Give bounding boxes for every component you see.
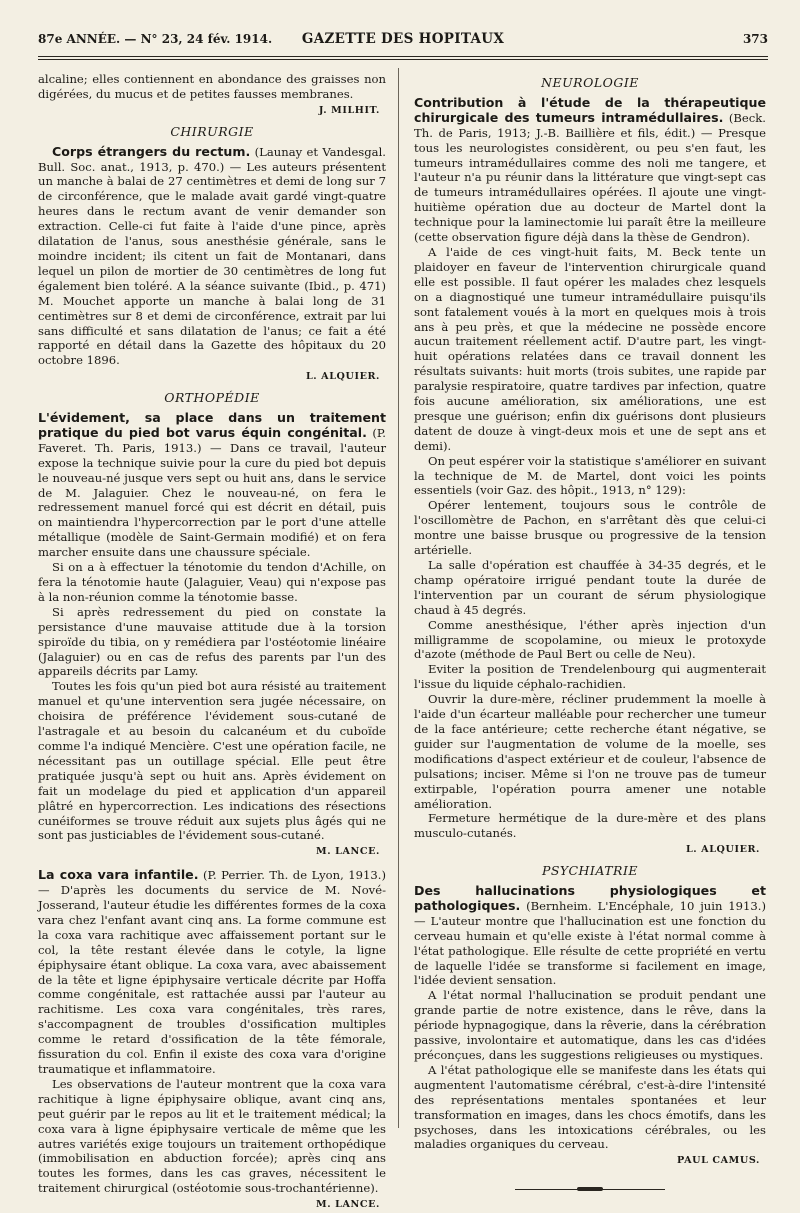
article-title: L'évidement, sa place dans un traitement pratique du pied bot varus équin congénital. <box>38 410 386 440</box>
intro-paragraph: alcaline; elles contiennent en abondance des graisses non digérées, du mucus et de petites fausses membranes. <box>38 72 386 101</box>
paragraph: Eviter la position de Trendelenbourg qui augmenterait l'issue du liquide céphalo-rachidien. <box>414 662 766 692</box>
header-rule-bottom <box>38 59 768 60</box>
paragraph: La salle d'opération est chauffée à 34-35 degrés, et le champ opératoire irrigué pendant toute la durée de l'intervention par un courant de sérum physiologique chaud à 45 degrés. <box>414 558 766 617</box>
section-heading-psychiatrie: PSYCHIATRIE <box>541 863 639 879</box>
section-heading-neurologie: NEUROLOGIE <box>541 75 639 90</box>
signature: M. LANCE. <box>316 1199 380 1211</box>
paragraph: A l'aide de ces vingt-huit faits, M. Beck tente un plaidoyer en faveur de l'intervention chirurgicale quand elle est possible. Il faut opérer les malades chez lesquels on a diagnostiqué une tumeur intramédullaire puisqu'ils sont fatalement voués à la mort en quelques mois à trois ans à peu près, et que la médecine ne possède encore aucun traitement réellement actif. D'autre part, les vingt-huit opérations relatées dans ce travail donnent les résultats suivants: huit morts (trois subites, une rapide par paralysie respiratoire, quatre tardives par infection, quatre fois aucune amélioration, six améliorations, une est presque une guérison; enfin dix guérisons dont plusieurs datent de douze à vingt-deux mois et une de sept ans et demi). <box>414 244 766 453</box>
article-text: (P. Perrier. Th. de Lyon, 1913.) — D'après les documents du service de M. Nové-Josserand, l'auteur étudie les différentes formes de la coxa vara chez l'enfant avant cinq ans. La forme commune est la coxa vara rachitique avec affaissement portant sur le col, la tête restant élevée dans le cotyle, la ligne épiphysaire étant oblique. La coxa vara, avec abaissement de la tête et ligne épiphysaire verticale décrite par Hoffa comme congénitale, est rattachée aussi par l'auteur au rachitisme. Les coxa vara congénitales, très rares, s'accompagnent de troubles d'ossification multiples comme le retard d'ossification de la tête fémorale, fissuration du col. Enfin il existe des coxa vara d'origine traumatique et inflammatoire. <box>38 868 386 1076</box>
signature: PAUL CAMUS. <box>676 1155 760 1167</box>
article-text: (Bernheim. L'Encéphale, 10 juin 1913.) — L'auteur montre que l'hallucination est une fonction du cerveau humain et qu'elle existe à l'état normal comme à l'état pathologique. Elle résulte de cette propriété en vertu de laquelle l'idée se transforme si facilement en image, l'idée devient sensation. <box>414 898 766 988</box>
paragraph: Fermeture hermétique de la dure-mère et des plans musculo-cutanés. <box>414 811 766 841</box>
page-number: 373 <box>742 32 768 46</box>
signature: J. MILHIT. <box>318 104 380 116</box>
article-title: Des hallucinations physiologiques et pathologiques. <box>414 883 766 913</box>
section-heading-orthopedie: ORTHOPÉDIE <box>164 390 260 406</box>
ornament-rule <box>515 1189 665 1190</box>
paragraph: Ouvrir la dure-mère, récliner prudemment la moelle à l'aide d'un écarteur malléable pour rechercher une tumeur de la face antérieure; cette recherche étant négative, se guider sur l'augmentation de volume de la moelle, ses modifications d'aspect extérieur et de couleur, l'absence de pulsations; inciser. Même si l'on ne trouve pas de tumeur extirpable, l'opération pourra amener une notable amélioration. <box>414 692 766 811</box>
column-divider <box>398 68 399 1128</box>
issue-info: 87e ANNÉE. — N° 23, 24 fév. 1914. <box>38 32 273 46</box>
paragraph: Si après redressement du pied on constate la persistance d'une mauvaise attitude due à la torsion spiroïde du tibia, on y remédiera par l'ostéotomie linéaire (Jalaguier) ou en cas de refus des parents par l'un des appareils décrits par Lamy. <box>38 604 386 679</box>
left-column <box>38 72 386 1211</box>
article-pied-bot <box>38 411 386 560</box>
paragraph: A l'état pathologique elle se manifeste dans les états qui augmentent l'automatisme cérébral, c'est-à-dire l'intensité des représentations mentales spontanées et leur transformation en images, dans les chocs émotifs, dans les psychoses, dans les intoxications cérébrales, ou les maladies organiques du cerveau. <box>414 1062 766 1152</box>
paragraph: Si on a à effectuer la ténotomie du tendon d'Achille, on fera la ténotomie haute (Jalaguier, Veau) qui n'expose pas à la non-réunion comme la ténotomie basse. <box>38 560 386 604</box>
article-title: Contribution à l'étude de la thérapeutique chirurgicale des tumeurs intramédullaires. <box>414 94 766 125</box>
page-header <box>38 30 768 52</box>
paragraph: Toutes les fois qu'un pied bot aura résisté au traitement manuel et qu'une intervention sera jugée nécessaire, on choisira de préférence l'évidement sous-cutané de l'astragale et au besoin du calcanéum et du cuboïde comme l'a indiqué Mencière. C'est une opération facile, ne nécessitant pas un outillage spécial. Elle peut être pratiquée jusqu'à sept ou huit ans. Après évidement on fait un modelage du pied et application d'un appareil plâtré en hypercorrection. Les indications des résections cunéiformes se trouve réduit aux sujets plus âgés qui ne sont pas justiciables de l'évidement sous-cutané. <box>38 679 386 843</box>
paragraph: Comme anesthésique, l'éther après injection d'un milligramme de scopolamine, ou mieux le protoxyde d'azote (méthode de Paul Bert ou celle de Neu). <box>414 617 766 662</box>
article-text: (P. Faveret. Th. Paris, 1913.) — Dans ce travail, l'auteur expose la technique suivie pour la cure du pied bot depuis le nouveau-né jusque vers sept ou huit ans, dans le service de M. Jalaguier. Chez le nouveau-né, on fera le redressement manuel forcé qui est décrit en détail, puis on maintiendra l'hypercorrection par le port d'une attelle métallique (modèle de Saint-Germain modifié) et on fera marcher ensuite dans une chaussure spéciale. <box>38 425 386 560</box>
paragraph: Opérer lentement, toujours sous le contrôle de l'oscillomètre de Pachon, en s'arrêtant dès que celui-ci montre une baisse brusque ou progressive de la tension artérielle. <box>414 498 766 558</box>
end-ornament <box>414 1179 766 1194</box>
article-text: (Beck. Th. de Paris, 1913; J.-B. Baillière et fils, édit.) — Presque tous les neurologistes considèrent, ou peu s'en faut, les tumeurs intramédullaires comme des noli me tangere, et l'auteur n'a pu réunir dans la littérature que vingt-sept cas de tumeurs intramédullaires opérées. Il ajoute une vingt-huitième opération due au docteur de Martel dont la technique pour la laminectomie lui paraît être la meilleure (cette observation figure déjà dans la thèse de Gendron). <box>414 110 766 245</box>
paragraph: On peut espérer voir la statistique s'améliorer en suivant la technique de M. de Martel, dont voici les points essentiels (voir Gaz. des hôpit., 1913, n° 129): <box>414 453 766 498</box>
article-coxa-vara <box>38 868 386 1077</box>
signature: L. ALQUIER. <box>685 844 760 856</box>
article-rectum <box>38 145 386 369</box>
article-title: Corps étrangers du rectum. <box>52 143 251 159</box>
header-rule-top <box>38 56 768 57</box>
article-tumeurs <box>414 96 766 245</box>
article-hallucinations <box>414 884 766 988</box>
paragraph: A l'état normal l'hallucination se produit pendant une grande partie de notre existence, dans le rêve, dans la période hypnagogique, dans la rêverie, dans la cérébration passive, involontaire et automatique, dans les cas d'idées préconçues, dans les suggestions religieuses ou mystiques. <box>414 988 766 1062</box>
journal-title: GAZETTE DES HOPITAUX <box>301 31 505 47</box>
article-text: (Launay et Vandesgal. Bull. Soc. anat., 1913, p. 470.) — Les auteurs présentent un manche à balai de 27 centimètres et demi de long sur 7 de circonférence, que le malade avait gardé vingt-quatre heures dans le rectum avant de venir demander son extraction. Celle-ci fut faite à l'aide d'une pince, après dilatation de l'anus, sous anesthésie générale, sans le moindre incident; ils citent un fait de Montanari, dans lequel un pilon de mortier de 30 centimètres de long fut également bien toléré. A la séance suivante (Ibid., p. 471) M. Mouchet apporte un manche à balai long de 31 centimètres sur 8 et demi de circonférence, extrait par lui sans difficulté et sans dilatation de l'anus; ce fait a été rapporté en détail dans la Gazette des hôpitaux du 20 octobre 1896. <box>38 144 386 368</box>
signature: L. ALQUIER. <box>305 371 380 383</box>
article-title: La coxa vara infantile. <box>38 867 199 883</box>
section-heading-chirurgie: CHIRURGIE <box>170 123 254 139</box>
right-column <box>414 72 766 1167</box>
paragraph: Les observations de l'auteur montrent que la coxa vara rachitique à ligne épiphysaire oblique, avant cinq ans, peut guérir par le repos au lit et le traitement médical; la coxa vara à ligne épiphysaire verticale de même que les autres variétés exige toujours un traitement orthopédique (immobilisation en abduction forcée); après cinq ans toutes les formes, dans les cas graves, nécessitent le traitement chirurgical (ostéotomie sous-trochantérienne). <box>38 1076 386 1196</box>
signature: M. LANCE. <box>316 846 380 858</box>
